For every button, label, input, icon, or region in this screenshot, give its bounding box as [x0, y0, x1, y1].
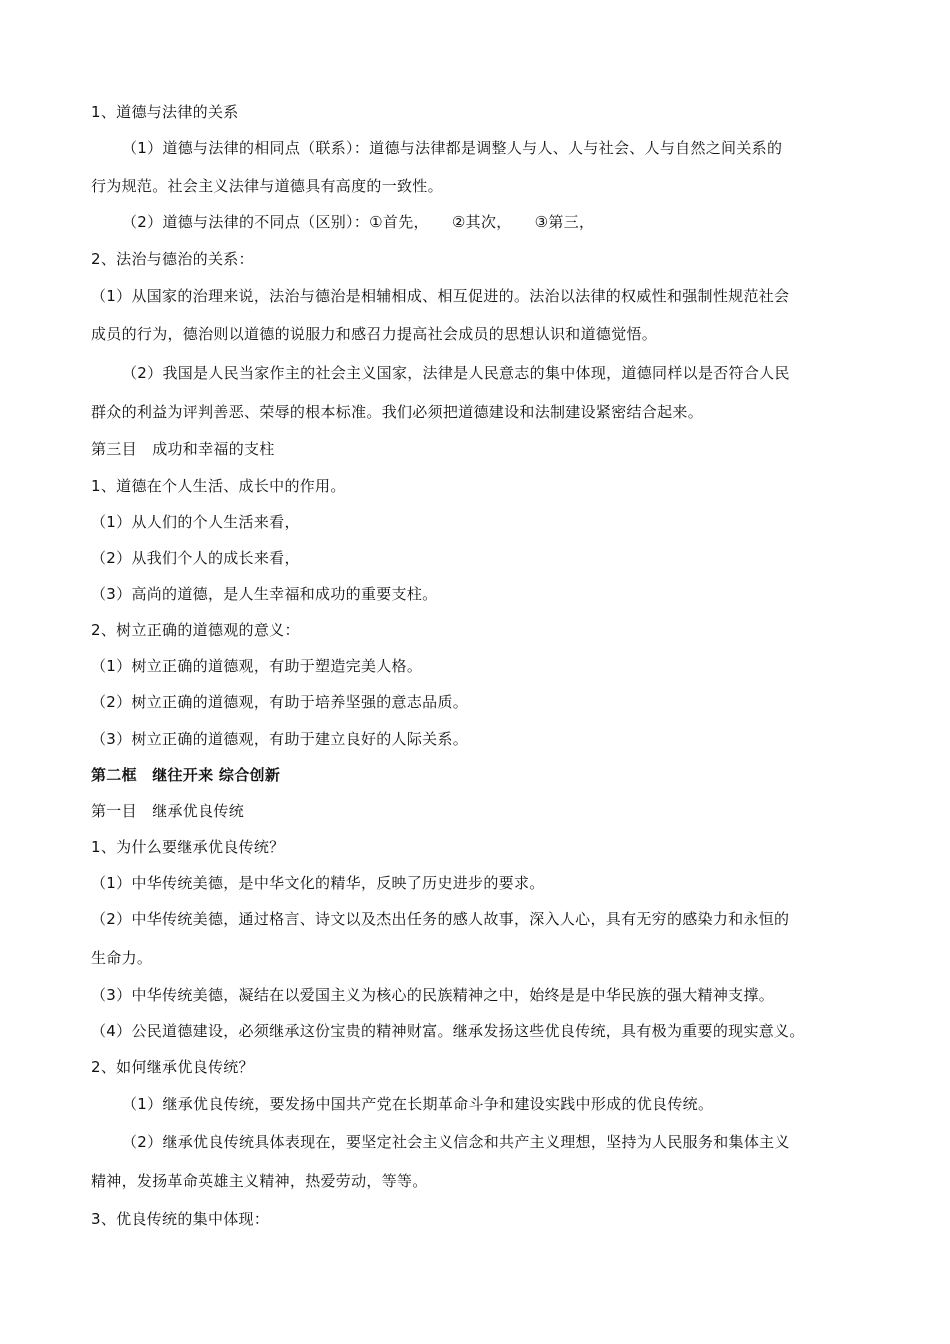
paragraph-line: 精神，发扬革命英雄主义精神，热爱劳动，等等。	[91, 1172, 428, 1190]
list-item: （1）中华传统美德，是中华文化的精华，反映了历史进步的要求。	[91, 874, 545, 892]
heading-1: 1、道德与法律的关系	[91, 103, 239, 121]
heading-2: 2、法治与德治的关系：	[91, 250, 254, 268]
list-item: （1）树立正确的道德观，有助于塑造完美人格。	[91, 657, 423, 675]
list-item: （2）树立正确的道德观，有助于培养坚强的意志品质。	[91, 693, 469, 711]
list-item: （1）继承优良传统，要发扬中国共产党在长期革命斗争和建设实践中形成的优良传统。	[122, 1095, 714, 1113]
paragraph-line: （2）我国是人民当家作主的社会主义国家，法律是人民意志的集中体现，道德同样以是否符合人民	[122, 364, 790, 382]
paragraph-line: （1）从国家的治理来说，法治与德治是相辅相成、相互促进的。法治以法律的权威性和强制性规范社会	[91, 287, 790, 305]
list-item: （3）高尚的道德，是人生幸福和成功的重要支柱。	[91, 585, 438, 603]
heading-2: 2、树立正确的道德观的意义：	[91, 621, 300, 639]
paragraph-line: 成员的行为，德治则以道德的说服力和感召力提高社会成员的思想认识和道德觉悟。	[91, 325, 658, 343]
list-item: （3）中华传统美德，凝结在以爱国主义为核心的民族精神之中，始终是是中华民族的强大精神支撑。	[91, 986, 775, 1004]
heading-1: 1、为什么要继承优良传统？	[91, 838, 285, 856]
heading-1: 1、道德在个人生活、成长中的作用。	[91, 477, 346, 495]
list-item: （2）中华传统美德，通过格言、诗文以及杰出任务的感人故事，深入人心，具有无穷的感染力和永恒的	[91, 910, 790, 928]
heading-2: 2、如何继承优良传统？	[91, 1058, 254, 1076]
list-item: （4）公民道德建设，必须继承这份宝贵的精神财富。继承发扬这些优良传统，具有极为重要的现实意义。	[91, 1022, 805, 1040]
list-item: （2）从我们个人的成长来看，	[91, 549, 300, 567]
paragraph-line: 生命力。	[91, 949, 153, 967]
section-heading: 第一目 继承优良传统	[91, 802, 245, 820]
paragraph-line: 行为规范。社会主义法律与道德具有高度的一致性。	[91, 177, 443, 195]
paragraph-line: 群众的利益为评判善恶、荣辱的根本标准。我们必须把道德建设和法制建设紧密结合起来。	[91, 403, 704, 421]
section-heading: 第三目 成功和幸福的支柱	[91, 440, 275, 458]
list-item: （2）继承优良传统具体表现在，要坚定社会主义信念和共产主义理想，坚持为人民服务和集体主义	[122, 1133, 790, 1151]
paragraph-line: （1）道德与法律的相同点（联系）：道德与法律都是调整人与人、人与社会、人与自然之间关系的	[122, 139, 783, 157]
list-item: （1）从人们的个人生活来看，	[91, 513, 300, 531]
paragraph-line: （2）道德与法律的不同点（区别）：①首先， ②其次， ③第三，	[122, 213, 595, 231]
chapter-heading: 第二框 继往开来 综合创新	[91, 766, 281, 784]
list-item: （3）树立正确的道德观，有助于建立良好的人际关系。	[91, 730, 469, 748]
heading-3: 3、优良传统的集中体现：	[91, 1210, 270, 1228]
